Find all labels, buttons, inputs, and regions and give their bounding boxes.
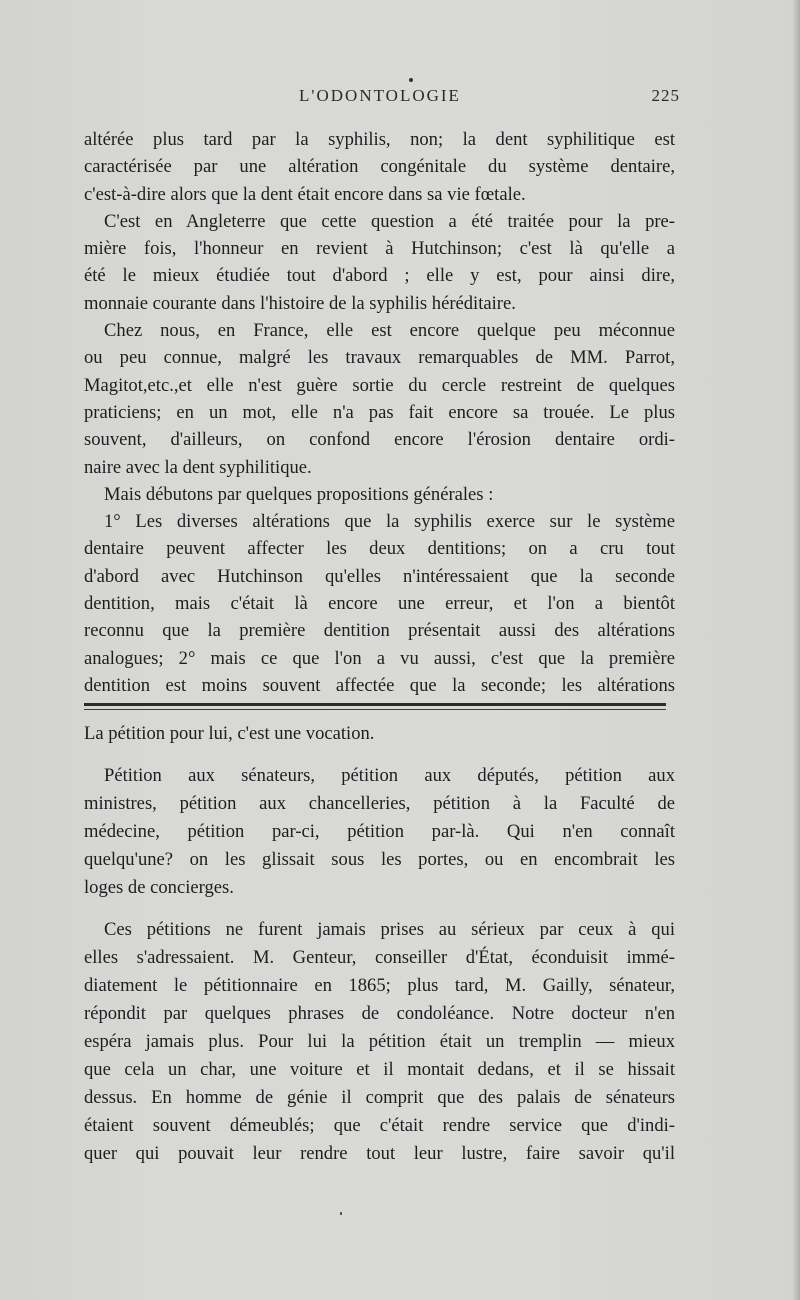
text-line: Magitot,etc.,et elle n'est guère sortie du cercle restreint de quelques	[84, 374, 675, 396]
text-line: c'est-à-dire alors que la dent était encore dans sa vie fœtale.	[84, 183, 526, 205]
upper-text-block	[84, 126, 675, 699]
text-line: altérée plus tard par la syphilis, non; la dent syphilitique est	[84, 129, 675, 150]
text-line: été le mieux étudiée tout d'abord ; elle y est, pour ainsi dire,	[84, 265, 675, 287]
section-divider-thick	[84, 703, 666, 706]
text-line: analogues; 2° mais ce que l'on a vu aussi, c'est que la première	[84, 647, 675, 669]
text-line: espéra jamais plus. Pour lui la pétition était un tremplin — mieux	[84, 1031, 675, 1052]
text-line: Chez nous, en France, elle est encore quelque peu méconnue	[104, 320, 675, 342]
text-line: étaient souvent démeublés; que c'était rendre service que d'indi-	[84, 1115, 675, 1136]
text-line: La pétition pour lui, c'est une vocation.	[84, 723, 375, 744]
text-line: reconnu que la première dentition présentait aussi des altérations	[84, 620, 675, 642]
text-line: caractérisée par une altération congénitale du système dentaire,	[84, 156, 675, 178]
page-number: 225	[651, 86, 680, 105]
text-line: dentaire peuvent affecter les deux dentitions; on a cru tout	[84, 538, 675, 560]
text-line: naire avec la dent syphilitique.	[84, 456, 312, 478]
text-line: 1° Les diverses altérations que la syphilis exerce sur le système	[104, 511, 675, 533]
page-header	[80, 78, 680, 108]
text-line: Ces pétitions ne furent jamais prises au sérieux par ceux à qui	[104, 919, 675, 940]
text-line: que cela un char, une voiture et il montait dedans, et il se hissait	[84, 1059, 675, 1080]
text-line: mière fois, l'honneur en revient à Hutchinson; c'est là qu'elle a	[84, 238, 675, 260]
print-speck	[340, 1212, 342, 1215]
section-divider-thin	[84, 709, 666, 710]
paragraph-gap	[84, 748, 675, 762]
text-line: quelqu'une? on les glissait sous les portes, ou en encombrait les	[84, 849, 675, 870]
text-line: ou peu connue, malgré les travaux remarquables de MM. Parrot,	[84, 347, 675, 369]
text-line: répondit par quelques phrases de condoléance. Notre docteur n'en	[84, 1003, 675, 1024]
running-title: L'ODONTOLOGIE	[299, 86, 461, 105]
text-line: dentition est moins souvent affectée que la seconde; les altérations	[84, 674, 675, 696]
text-line: médecine, pétition par-ci, pétition par-là. Qui n'en connaît	[84, 821, 675, 842]
text-line: d'abord avec Hutchinson qu'elles n'intéressaient que la seconde	[84, 565, 675, 587]
text-line: monnaie courante dans l'histoire de la syphilis héréditaire.	[84, 292, 516, 314]
text-line: souvent, d'ailleurs, on confond encore l'érosion dentaire ordi-	[84, 429, 675, 451]
text-line: diatement le pétitionnaire en 1865; plus tard, M. Gailly, sénateur,	[84, 975, 675, 996]
header-dot	[409, 78, 413, 82]
text-line: dentition, mais c'était là encore une erreur, et l'on a bientôt	[84, 593, 675, 615]
page-edge-shadow	[792, 0, 800, 1300]
text-line: Pétition aux sénateurs, pétition aux députés, pétition aux	[104, 765, 675, 786]
lower-text-block	[84, 720, 675, 1168]
text-line: elles s'adressaient. M. Genteur, conseiller d'État, éconduisit immé-	[84, 947, 675, 968]
text-line: praticiens; en un mot, elle n'a pas fait encore sa trouée. Le plus	[84, 401, 675, 423]
text-line: quer qui pouvait leur rendre tout leur lustre, faire savoir qu'il	[84, 1143, 675, 1164]
text-line: C'est en Angleterre que cette question a été traitée pour la pre-	[104, 210, 675, 232]
text-line: loges de concierges.	[84, 877, 234, 898]
text-line: dessus. En homme de génie il comprit que des palais de sénateurs	[84, 1087, 675, 1108]
text-line: ministres, pétition aux chancelleries, pétition à la Faculté de	[84, 793, 675, 814]
text-line: Mais débutons par quelques propositions générales :	[104, 483, 494, 505]
paragraph-gap	[84, 902, 675, 916]
